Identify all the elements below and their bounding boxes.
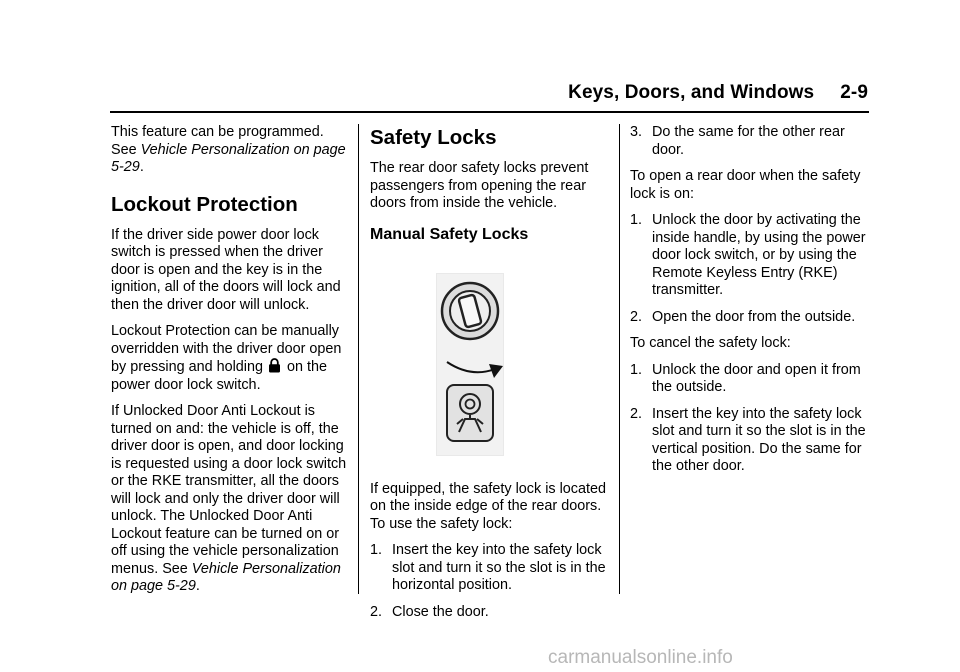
list-text: Unlock the door and open it from the outside. <box>652 361 861 395</box>
list-item <box>630 124 870 159</box>
list-item <box>630 309 870 327</box>
manual-safety-locks-subheading: Manual Safety Locks <box>370 225 529 243</box>
lockout-period: . <box>195 578 200 594</box>
lockout-para-1: If the driver side power door lock switch is pressed when the driver door is open and the key is in the ignition, all of the doors will lock and then the driver door will unlock. <box>111 226 341 313</box>
child-safety-symbol-icon <box>447 385 493 441</box>
lockout-para-2-pre: Lockout Protection can be manually overridden with the driver door open by pressing and holding <box>111 323 342 375</box>
column-divider-1 <box>358 124 359 594</box>
list-text: Insert the key into the safety lock slot and turn it so the slot is in the horizontal position. <box>392 542 606 593</box>
lock-icon <box>268 358 281 373</box>
lockout-para-2-post: on the power door lock switch. <box>111 359 328 393</box>
list-item <box>370 604 610 622</box>
list-number: 2. <box>630 405 643 422</box>
section-title: Keys, Doors, and Windows <box>568 82 815 103</box>
safety-locks-intro: The rear door safety locks prevent passengers from opening the rear doors from inside the vehicle. <box>370 160 589 211</box>
list-number: 2. <box>370 603 383 620</box>
intro-period: . <box>139 159 144 175</box>
column-3 <box>630 124 870 485</box>
list-text: Do the same for the other rear door. <box>652 124 845 158</box>
column-divider-2 <box>619 124 620 594</box>
intro-cross-reference[interactable]: Vehicle Personalization on page 5-29 <box>111 141 346 175</box>
watermark: carmanualsonline.info <box>548 647 733 668</box>
cancel-safety-lock-intro: To cancel the safety lock: <box>630 335 791 351</box>
list-number: 2. <box>630 308 643 325</box>
list-number: 1. <box>630 212 643 228</box>
list-number: 3. <box>630 124 643 140</box>
list-item <box>630 406 870 476</box>
lockout-cross-reference[interactable]: Vehicle Personalization on page 5-29 <box>111 560 341 594</box>
safety-lock-diagram <box>437 274 503 455</box>
list-text: Close the door. <box>392 603 489 620</box>
intro-see: See <box>111 141 141 158</box>
list-text: Unlock the door by activating the inside handle, by using the power door lock switch, or by using the Remote Keyless Entry (RKE) transmitter. <box>652 212 866 298</box>
list-item <box>630 362 870 397</box>
list-item <box>630 212 870 300</box>
safety-locks-heading: Safety Locks <box>370 126 497 149</box>
column-1 <box>111 124 347 605</box>
header-rule <box>110 111 869 113</box>
list-number: 1. <box>370 542 383 558</box>
intro-paragraph <box>111 124 347 177</box>
lockout-para-3 <box>111 403 347 596</box>
lock-slot-knob <box>442 283 498 339</box>
list-number: 1. <box>630 361 643 378</box>
safety-lock-illustration <box>436 273 504 456</box>
intro-line: This feature can be programmed. <box>111 124 324 140</box>
page-number: 2-9 <box>840 82 868 103</box>
lockout-para-2 <box>111 323 347 394</box>
page-header <box>568 82 868 104</box>
lockout-para-3-text: If Unlocked Door Anti Lockout is turned on and: the vehicle is off, the driver door is open, and door locking is requested using a door lock switch or the RKE transmitter, all the doors will lock and only the driver door will unlock. The Unlocked Door Anti Lockout feature can be turned on or off using the vehicle personalization menus. See <box>111 403 347 577</box>
rotation-arrow-icon <box>447 362 503 378</box>
lockout-protection-heading: Lockout Protection <box>111 192 298 216</box>
open-rear-door-intro: To open a rear door when the safety lock is on: <box>630 168 861 202</box>
list-text: Insert the key into the safety lock slot and turn it so the slot is in the vertical position. Do the same for the other door. <box>652 405 866 474</box>
safety-lock-location-para: If equipped, the safety lock is located on the inside edge of the rear doors. To use the safety lock: <box>370 480 606 532</box>
list-item <box>370 542 610 595</box>
list-text: Open the door from the outside. <box>652 308 856 325</box>
column-2 <box>370 124 610 630</box>
